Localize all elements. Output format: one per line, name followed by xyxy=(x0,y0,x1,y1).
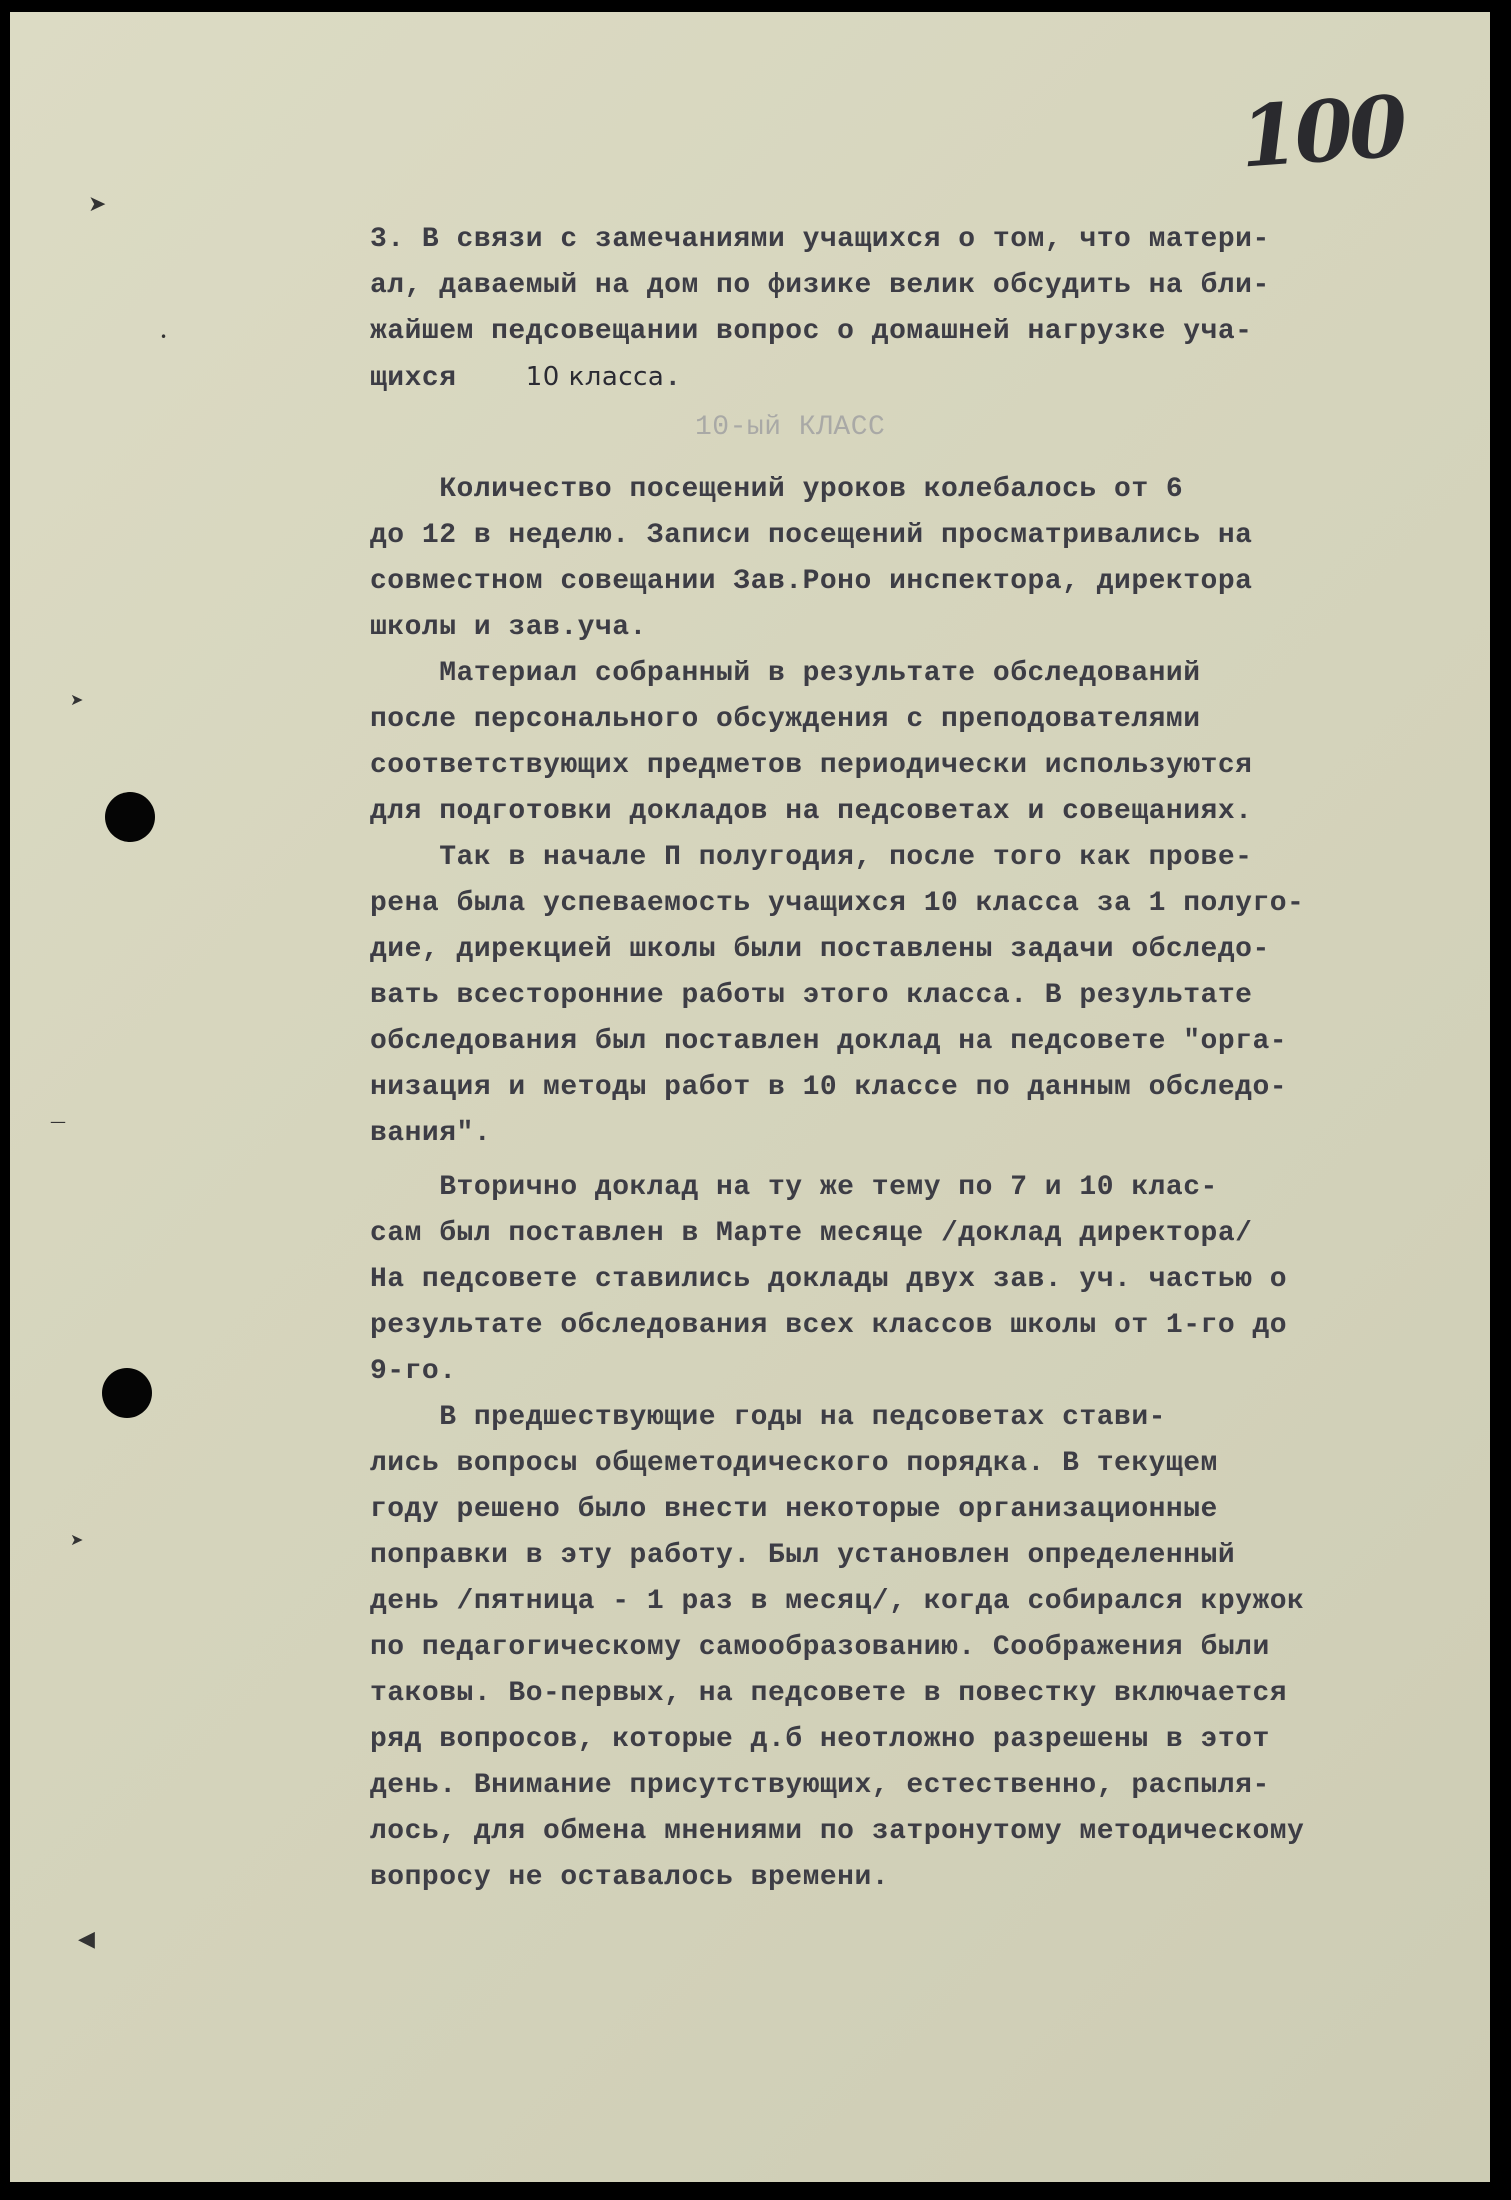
margin-mark: • xyxy=(160,330,168,344)
text-line: 9-го. xyxy=(370,1356,457,1387)
text-line: На педсовете ставились доклады двух зав. уч. частью о xyxy=(370,1264,1288,1295)
text-line: соответствующих предметов периодически используются xyxy=(370,750,1253,781)
text-line: вания". xyxy=(370,1118,492,1149)
text-line: сам был поставлен в Марте месяце /доклад директора/ xyxy=(370,1218,1253,1249)
margin-mark: ◀ xyxy=(78,1927,95,1952)
text-line: лось, для обмена мнениями по затронутому методическому xyxy=(370,1816,1305,1847)
margin-mark: — xyxy=(50,1112,66,1131)
text-line: ал, даваемый на дом по физике велик обсудить на бли- xyxy=(370,270,1270,301)
margin-mark: ➤ xyxy=(70,1530,84,1549)
text-line: году решено было внести некоторые организационные xyxy=(370,1494,1218,1525)
text-line: жайшем педсовещании вопрос о домашней нагрузке уча- xyxy=(370,316,1253,347)
text-line: поправки в эту работу. Был установлен определенный xyxy=(370,1540,1236,1571)
text-line: вать всесторонние работы этого класса. В результате xyxy=(370,980,1253,1011)
text-line: обследования был поставлен доклад на педсовете "орга- xyxy=(370,1026,1288,1057)
text-line: после персонального обсуждения с преподователями xyxy=(370,704,1201,735)
text-line: Вторично доклад на ту же тему по 7 и 10 клас- xyxy=(370,1172,1218,1203)
margin-mark: ➤ xyxy=(88,192,107,217)
punch-hole xyxy=(102,1368,152,1418)
text-line: Количество посещений уроков колебалось от 6 xyxy=(370,474,1184,505)
text-fragment: . xyxy=(664,363,682,394)
text-line xyxy=(370,362,682,394)
margin-mark: ➤ xyxy=(70,690,84,709)
text-line: 3. В связи с замечаниями учащихся о том, что матери- xyxy=(370,224,1270,255)
handwritten-insert: 10 класса xyxy=(525,362,665,392)
document-page xyxy=(10,12,1490,2182)
text-line: В предшествующие годы на педсоветах стави- xyxy=(370,1402,1166,1433)
text-line: рена была успеваемость учащихся 10 класса за 1 полуго- xyxy=(370,888,1305,919)
text-line: до 12 в неделю. Записи посещений просматривались на xyxy=(370,520,1253,551)
text-line: по педагогическому самообразованию. Соображения были xyxy=(370,1632,1270,1663)
text-line: низация и методы работ в 10 классе по данным обследо- xyxy=(370,1072,1288,1103)
text-line: результате обследования всех классов школы от 1-го до xyxy=(370,1310,1288,1341)
punch-hole xyxy=(105,792,155,842)
struck-heading: 10-ый КЛАСС xyxy=(695,412,886,443)
text-line: школы и зав.уча. xyxy=(370,612,647,643)
text-line: Материал собранный в результате обследований xyxy=(370,658,1201,689)
text-line: день /пятница - 1 раз в месяц/, когда собирался кружок xyxy=(370,1586,1305,1617)
text-line: вопросу не оставалось времени. xyxy=(370,1862,890,1893)
text-line: дие, дирекцией школы были поставлены задачи обследо- xyxy=(370,934,1270,965)
text-line: ряд вопросов, которые д.б неотложно разрешены в этот xyxy=(370,1724,1270,1755)
text-line: лись вопросы общеметодического порядка. В текущем xyxy=(370,1448,1218,1479)
text-line: день. Внимание присутствующих, естественно, распыля- xyxy=(370,1770,1270,1801)
text-line: Так в начале П полугодия, после того как прове- xyxy=(370,842,1253,873)
text-line: для подготовки докладов на педсоветах и совещаниях. xyxy=(370,796,1253,827)
text-fragment: щихся xyxy=(370,363,457,394)
text-line: таковы. Во-первых, на педсовете в повестку включается xyxy=(370,1678,1288,1709)
page-number: 100 xyxy=(1236,76,1407,187)
text-line: совместном совещании Зав.Роно инспектора, директора xyxy=(370,566,1253,597)
